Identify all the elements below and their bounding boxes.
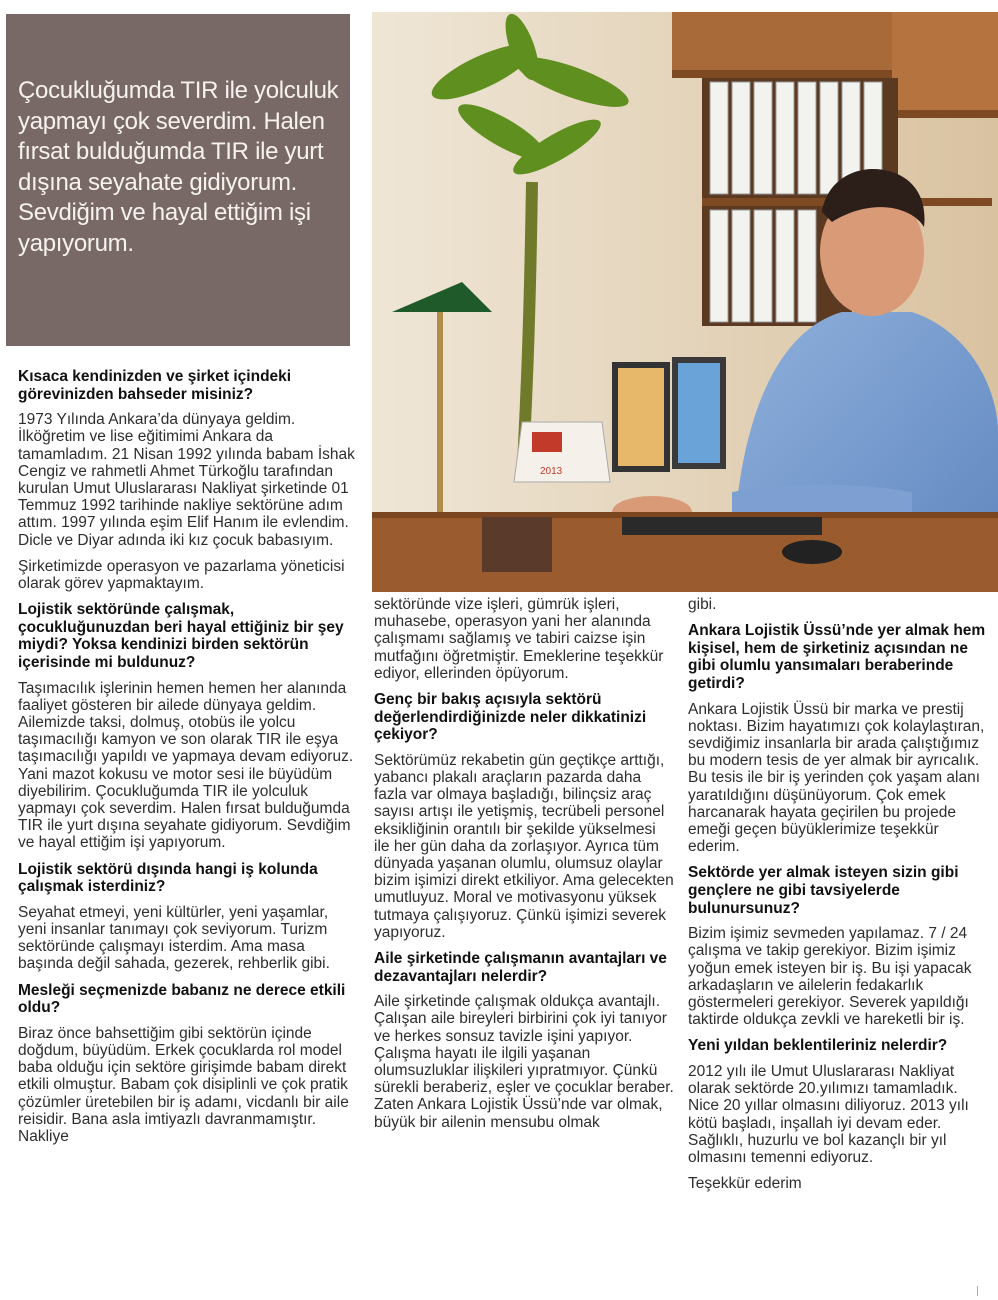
answer-paragraph: Şirketimizde operasyon ve pazarlama yöneticisi olarak görev yapmaktayım. (18, 557, 345, 593)
answer-paragraph: Bizim işimiz sevmeden yapılamaz. 7 / 24 çalışma ve takip gerekiyor. Bizim işimiz yoğun emek isteyen bir iş. Bu işi yapacak arkadaşların ve ailelerin fedakarlık göstermeleri gerekiyor. Severek yapıldığı taktirde oldukça zevkli ve hareketli bir iş. (688, 925, 972, 1029)
qa-block (688, 864, 988, 1028)
question-heading: Lojistik sektöründe çalışmak, çocukluğunuzdan beri hayal ettiğiniz bir şey miydi? Yoksa kendinizi birden sektörün içerisinde mi buldunuz? (18, 601, 344, 671)
answer-paragraph: sektöründe vize işleri, gümrük işleri, muhasebe, operasyon yani her alanında çalışmamı sağlamış ve tabiri caizse işin mutfağını öğretmiştir. Emeklerine teşekkür ediyor, ellerinden öpüyorum. (374, 596, 664, 682)
page-edge-mark (977, 1286, 978, 1296)
answer-paragraph: Sektörümüz rekabetin gün geçtikçe arttığı, yabancı plakalı araçların pazarda daha fazla var olmaya başladığı, bilinçsiz araç sayısı artışı ile yetişmiş, tecrübeli personel eksikliğinin orantılı bir şekilde yükselmesi ile her gün daha da zorlaşıyor. Ayrıca tüm dünyada yaşanan olumlu, olumsuz olaylar bizim işimizi direkt etkiliyor. Ama gelecekten umutluyuz. Moral ve motivasyonu yüksek tutmaya çalışıyoruz. Çünkü işimizi severek yapıyoruz. (374, 751, 674, 941)
qa-block (18, 601, 356, 851)
answer-paragraph: Ankara Lojistik Üssü bir marka ve prestij noktası. Bizim hayatımızı çok kolaylaştıran, sevdiğimiz insanlarla bir arada çalıştığımız bu modern tesis de yer almak bir ayrıcalık. Bu tesis ile bir iş yerinden çok yaşam alanı yaratıldığını düşünüyorum. Çok emek harcanarak hayata geçirilen bu projede emeği geçen büyüklerimize teşekkür ederim. (688, 700, 985, 856)
answer-paragraph: Taşımacılık işlerinin hemen hemen her alanında faaliyet gösteren bir ailede dünyaya geldim. Ailemizde taksi, dolmuş, otobüs ile yolcu taşımacılığı kamyon ve son olarak TIR ile eşya taşımacılığı yapıldı ve yapmaya devam ediyoruz. Yani mazot kokusu ve motor sesi ile büyüdüm diyebilirim. Çocukluğumda TIR ile yolculuk yapmayı çok severdim. Halen fırsat bulduğumda TIR ile yurt dışına seyahate gidiyorum. Sevdiğim ve hayal ettiğim işi yapıyorum. (18, 679, 354, 852)
qa-block (374, 950, 674, 1131)
article-column-3 (688, 596, 988, 1201)
qa-block (18, 982, 356, 1146)
qa-block (18, 861, 356, 973)
qa-block (374, 596, 674, 682)
answer-paragraph: Aile şirketinde çalışmak oldukça avantajlı. Çalışan aile bireyleri birbirini çok iyi tanıyor ve herkes sonsuz tavizle işini yapıyor. Çalışma hayatı ile ilgili yaşanan olumsuzluklar ilişkileri yıpratmıyor. Çünkü sürekli beraberiz, eşler ve çocuklar beraber. Zaten Ankara Lojistik Üssü’nde var olmak, büyük bir ailenin mensubu olmak (374, 993, 674, 1131)
office-photo-illustration (372, 12, 998, 592)
question-heading: Kısaca kendinizden ve şirket içindeki görevinizden bahseder misiniz? (18, 368, 292, 403)
qa-block (688, 596, 988, 613)
article-column-2 (374, 596, 674, 1140)
question-heading: Mesleği seçmenizde babanız ne derece etkili oldu? (18, 981, 346, 1017)
question-heading: Yeni yıldan beklentileriniz nelerdir? (688, 1037, 948, 1055)
pull-quote-box (6, 14, 350, 346)
answer-paragraph: gibi. (688, 596, 717, 613)
calendar-year: 2013 (540, 466, 563, 477)
pull-quote-text: Çocukluğumda TIR ile yolculuk yapmayı çok severdim. Halen fırsat bulduğumda TIR ile yurt dışına seyahate gidiyorum. Sevdiğim ve hayal ettiğim işi yapıyorum. (18, 77, 339, 257)
office-photo (372, 12, 998, 592)
question-heading: Sektörde yer almak isteyen sizin gibi gençlere ne gibi tavsiyelerde bulunursunuz? (688, 864, 959, 917)
qa-block (18, 368, 356, 592)
question-heading: Genç bir bakış açısıyla sektörü değerlendirdiğinizde neler dikkatinizi çekiyor? (374, 691, 647, 744)
answer-paragraph: Seyahat etmeyi, yeni kültürler, yeni yaşamlar, yeni insanlar tanımayı çok seviyorum. Turizm sektöründe çalışmayı isterdim. Ama masa başında değil sahada, gezerek, rehberlik gibi. (18, 903, 330, 973)
closing-line: Teşekkür ederim (688, 1175, 802, 1193)
question-heading: Aile şirketinde çalışmanın avantajları ve dezavantajları nelerdir? (374, 950, 667, 985)
question-heading: Lojistik sektörü dışında hangi iş kolunda çalışmak isterdiniz? (18, 860, 318, 896)
qa-block (374, 691, 674, 941)
qa-block (688, 622, 988, 855)
qa-block (688, 1037, 988, 1192)
question-heading: Ankara Lojistik Üssü’nde yer almak hem kişisel, hem de şirketiniz açısından ne gibi olumlu yansımaları beraberinde getirdi? (688, 622, 986, 692)
answer-paragraph: 1973 Yılında Ankara’da dünyaya geldim. İlköğretim ve lise eğitimimi Ankara da tamamladım. 21 Nisan 1992 yılında babam İshak Cengiz ve rahmetli Ahmet Türkoğlu tarafından kurulan Umut Uluslararası Nakliyat şirketinde 01 Temmuz 1992 tarihinde nakliye sektörüne adım attım. 1997 yılında eşim Elif Hanım ile evlendim. Dicle ve Diyar adında iki kız çocuk babasıyım. (18, 411, 355, 549)
article-column-1 (18, 368, 356, 1154)
answer-paragraph: 2012 yılı ile Umut Uluslararası Nakliyat olarak sektörde 20.yılımızı tamamladık. Nice 20 yıllar olmasını diliyoruz. 2013 yılı kötü başladı, inşallah iyi devam eder. Sağlıklı, huzurlu ve bol kazançlı bir yıl olmasını temenni ediyoruz. (688, 1063, 969, 1167)
answer-paragraph: Biraz önce bahsettiğim gibi sektörün içinde doğdum, büyüdüm. Erkek çocuklarda rol model baba olduğu için sektöre girişimde babam direkt etkili olmuştur. Babam çok disiplinli ve çok pratik çözümler üretebilen bir iş adamı, vicdanlı bir aile reisidir. Bana asla imtiyazlı davranmamıştır. Nakliye (18, 1024, 349, 1146)
